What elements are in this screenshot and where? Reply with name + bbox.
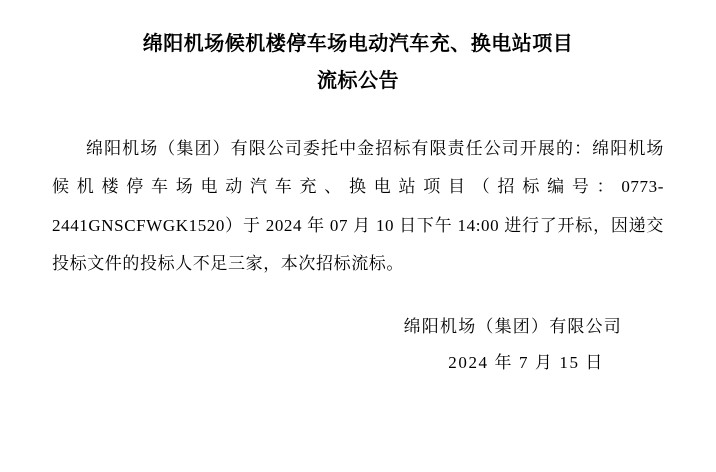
signature-block bbox=[30, 309, 686, 380]
body-paragraph: 绵阳机场（集团）有限公司委托中金招标有限责任公司开展的：绵阳机场候机楼停车场电动汽车充、换电站项目（招标编号：0773-2441GNSCFWGK1520）于 2024 年 07 月 10 日下午 14:00 进行了开标，因递交投标文件的投标人不足三家，本次招标流标。 bbox=[52, 139, 664, 273]
signature-organization: 绵阳机场（集团）有限公司 bbox=[403, 317, 622, 336]
signature-date: 2024 年 7 月 15 日 bbox=[448, 352, 604, 372]
title-line-1: 绵阳机场候机楼停车场电动汽车充、换电站项目 bbox=[142, 33, 574, 55]
document-body bbox=[30, 130, 686, 283]
document-title bbox=[30, 26, 686, 100]
title-line-2: 流标公告 bbox=[317, 70, 399, 92]
